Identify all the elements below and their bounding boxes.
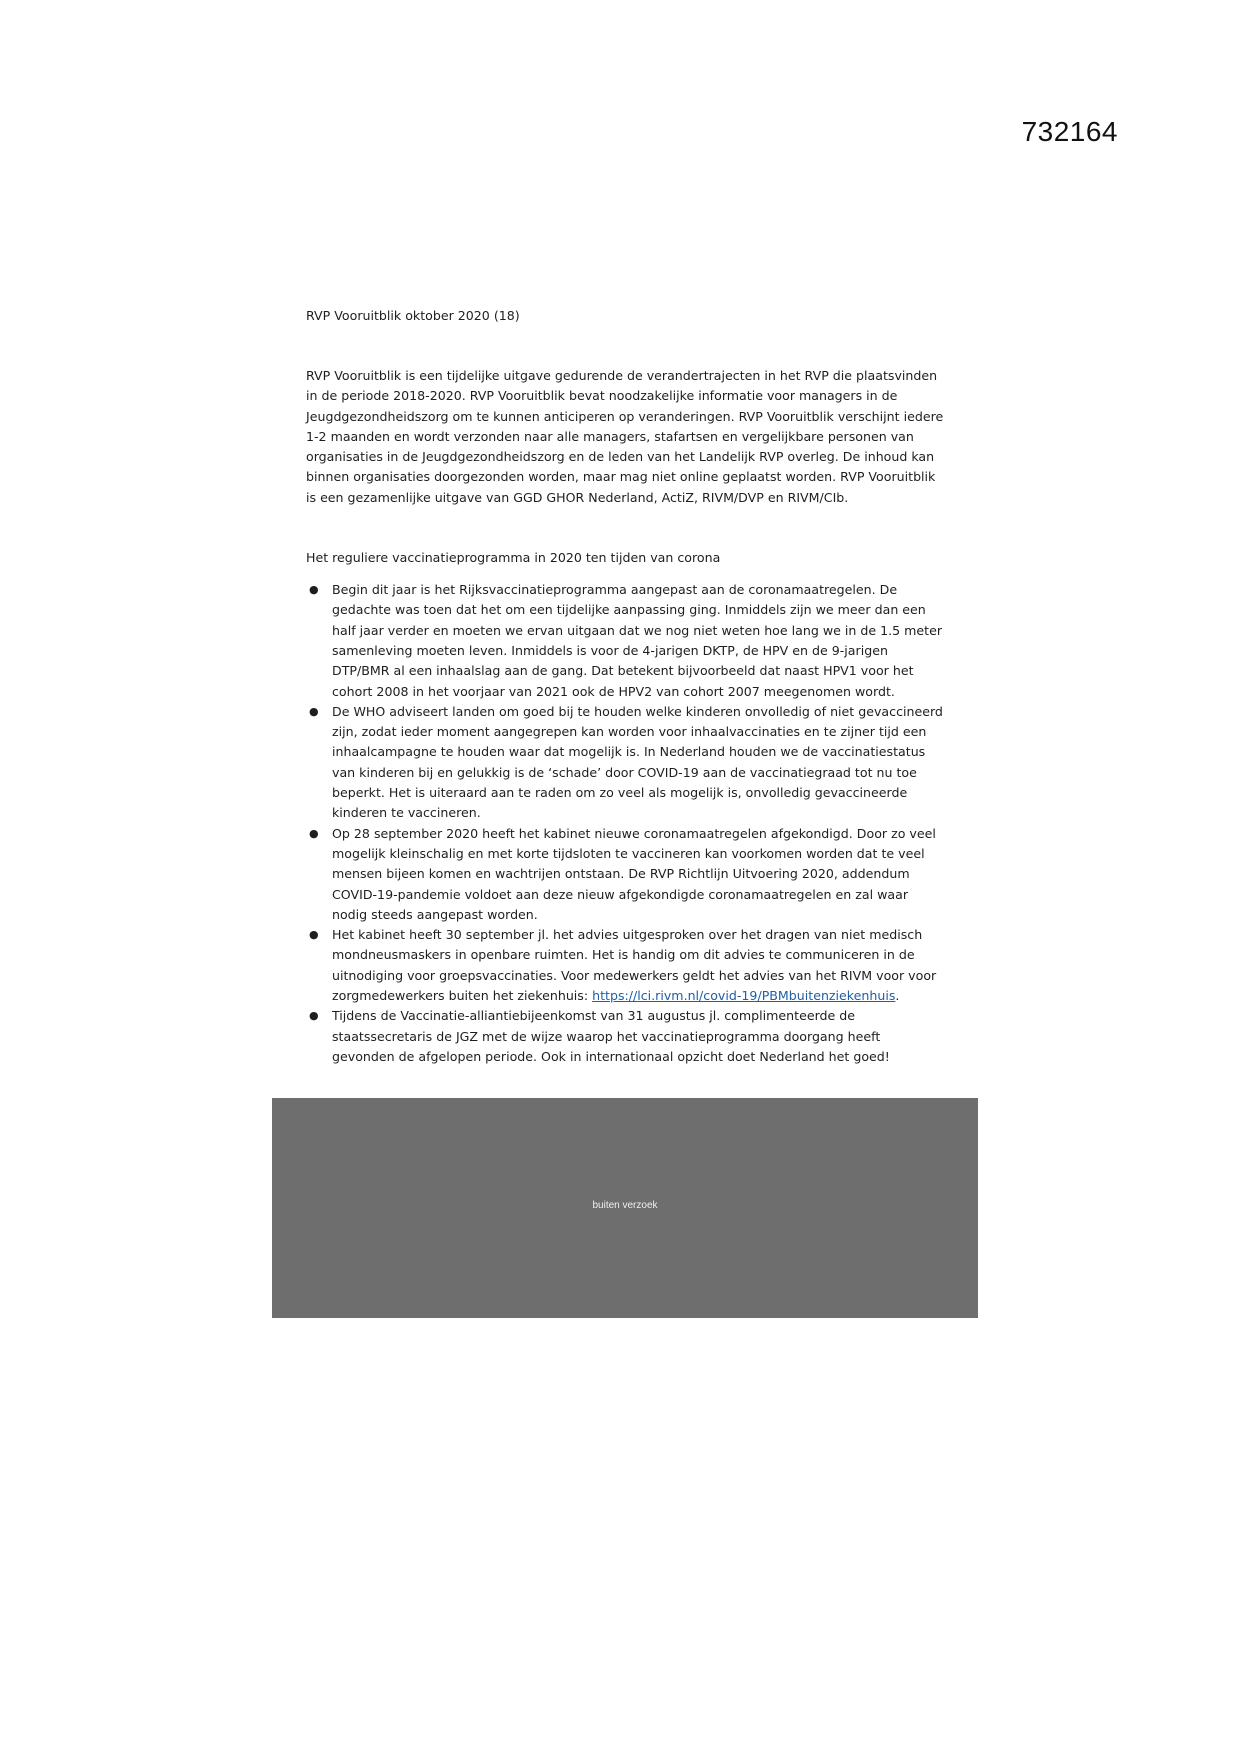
list-item [306, 824, 946, 925]
list-item [306, 702, 946, 824]
list-item-text: Het kabinet heeft 30 september jl. het advies uitgesproken over het dragen van niet medisch mondneusmaskers in openbare ruimten. Het is handig om dit advies te communiceren in de uitnodiging voor groepsvaccinaties. Voor medewerkers geldt het advies van het RIVM voor voor zorgmedewerkers buiten het ziekenhuis: [332, 927, 937, 1004]
bullet-icon: ● [309, 583, 319, 597]
list-item-text: Op 28 september 2020 heeft het kabinet nieuwe coronamaatregelen afgekondigd. Door zo veel mogelijk kleinschalig en met korte tijdsloten te vaccineren kan voorkomen worden dat te veel mensen bijeen komen en wachtrijen ontstaan. De RVP Richtlijn Uitvoering 2020, addendum COVID-19-pandemie voldoet aan deze nieuw afgekondigde coronamaatregelen en zal waar nodig steeds aangepast worden. [332, 825, 936, 922]
bullet-icon: ● [309, 1009, 319, 1023]
document-body [306, 306, 946, 1067]
bullet-list [306, 580, 946, 1067]
list-item [306, 925, 946, 1006]
redaction-block [272, 1098, 978, 1318]
list-item-text: Tijdens de Vaccinatie-alliantiebijeenkomst van 31 augustus jl. complimenteerde de staatssecretaris de JGZ met de wijze waarop het vaccinatieprogramma doorgang heeft gevonden de afgelopen periode. Ook in internationaal opzicht doet Nederland het goed! [332, 1008, 890, 1064]
redaction-label: buiten verzoek [592, 1200, 658, 1211]
bullet-icon: ● [309, 704, 319, 718]
bullet-icon: ● [309, 928, 319, 942]
list-item [306, 580, 946, 702]
rivm-link[interactable]: https://lci.rivm.nl/covid-19/PBMbuitenziekenhuis [592, 988, 896, 1004]
intro-paragraph: RVP Vooruitblik is een tijdelijke uitgave gedurende de verandertrajecten in het RVP die plaatsvinden in de periode 2018-2020. RVP Vooruitblik bevat noodzakelijke informatie voor managers in de Jeugdgezondheidszorg om te kunnen anticiperen op veranderingen. RVP Vooruitblik verschijnt iedere 1-2 maanden en wordt verzonden naar alle managers, stafartsen en vergelijkbare personen van organisaties in de Jeugdgezondheidszorg en de leden van het Landelijk RVP overleg. De inhoud kan binnen organisaties doorgezonden worden, maar mag niet online geplaatst worden. RVP Vooruitblik is een gezamenlijke uitgave van GGD GHOR Nederland, ActiZ, RIVM/DVP en RIVM/CIb. [306, 368, 944, 505]
section-heading: Het reguliere vaccinatieprogramma in 2020 ten tijden van corona [306, 550, 721, 566]
list-item [306, 1006, 946, 1067]
bullet-icon: ● [309, 826, 319, 840]
list-item-text: De WHO adviseert landen om goed bij te houden welke kinderen onvolledig of niet gevaccineerd zijn, zodat ieder moment aangegrepen kan worden voor inhaalvaccinaties en te zijner tijd een inhaalcampagne te houden waar dat mogelijk is. In Nederland houden we de vaccinatiestatus van kinderen bij en gelukkig is de ‘schade’ door COVID-19 aan de vaccinatiegraad tot nu toe beperkt. Het is uiteraard aan te raden om zo veel als mogelijk is, onvolledig gevaccineerde kinderen te vaccineren. [332, 703, 943, 821]
list-item-text-end: . [895, 988, 900, 1004]
document-title: RVP Vooruitblik oktober 2020 (18) [306, 308, 520, 323]
document-number: 732164 [1021, 116, 1118, 147]
list-item-text: Begin dit jaar is het Rijksvaccinatieprogramma aangepast aan de coronamaatregelen. De gedachte was toen dat het om een tijdelijke aanpassing ging. Inmiddels zijn we meer dan een half jaar verder en moeten we ervan uitgaan dat we nog niet weten hoe lang we in de 1.5 meter samenleving moeten leven. Inmiddels is voor de 4-jarigen DKTP, de HPV en de 9-jarigen DTP/BMR al een inhaalslag aan de gang. Dat betekent bijvoorbeeld dat naast HPV1 voor het cohort 2008 in het voorjaar van 2021 ook de HPV2 van cohort 2007 meegenomen wordt. [332, 582, 943, 699]
